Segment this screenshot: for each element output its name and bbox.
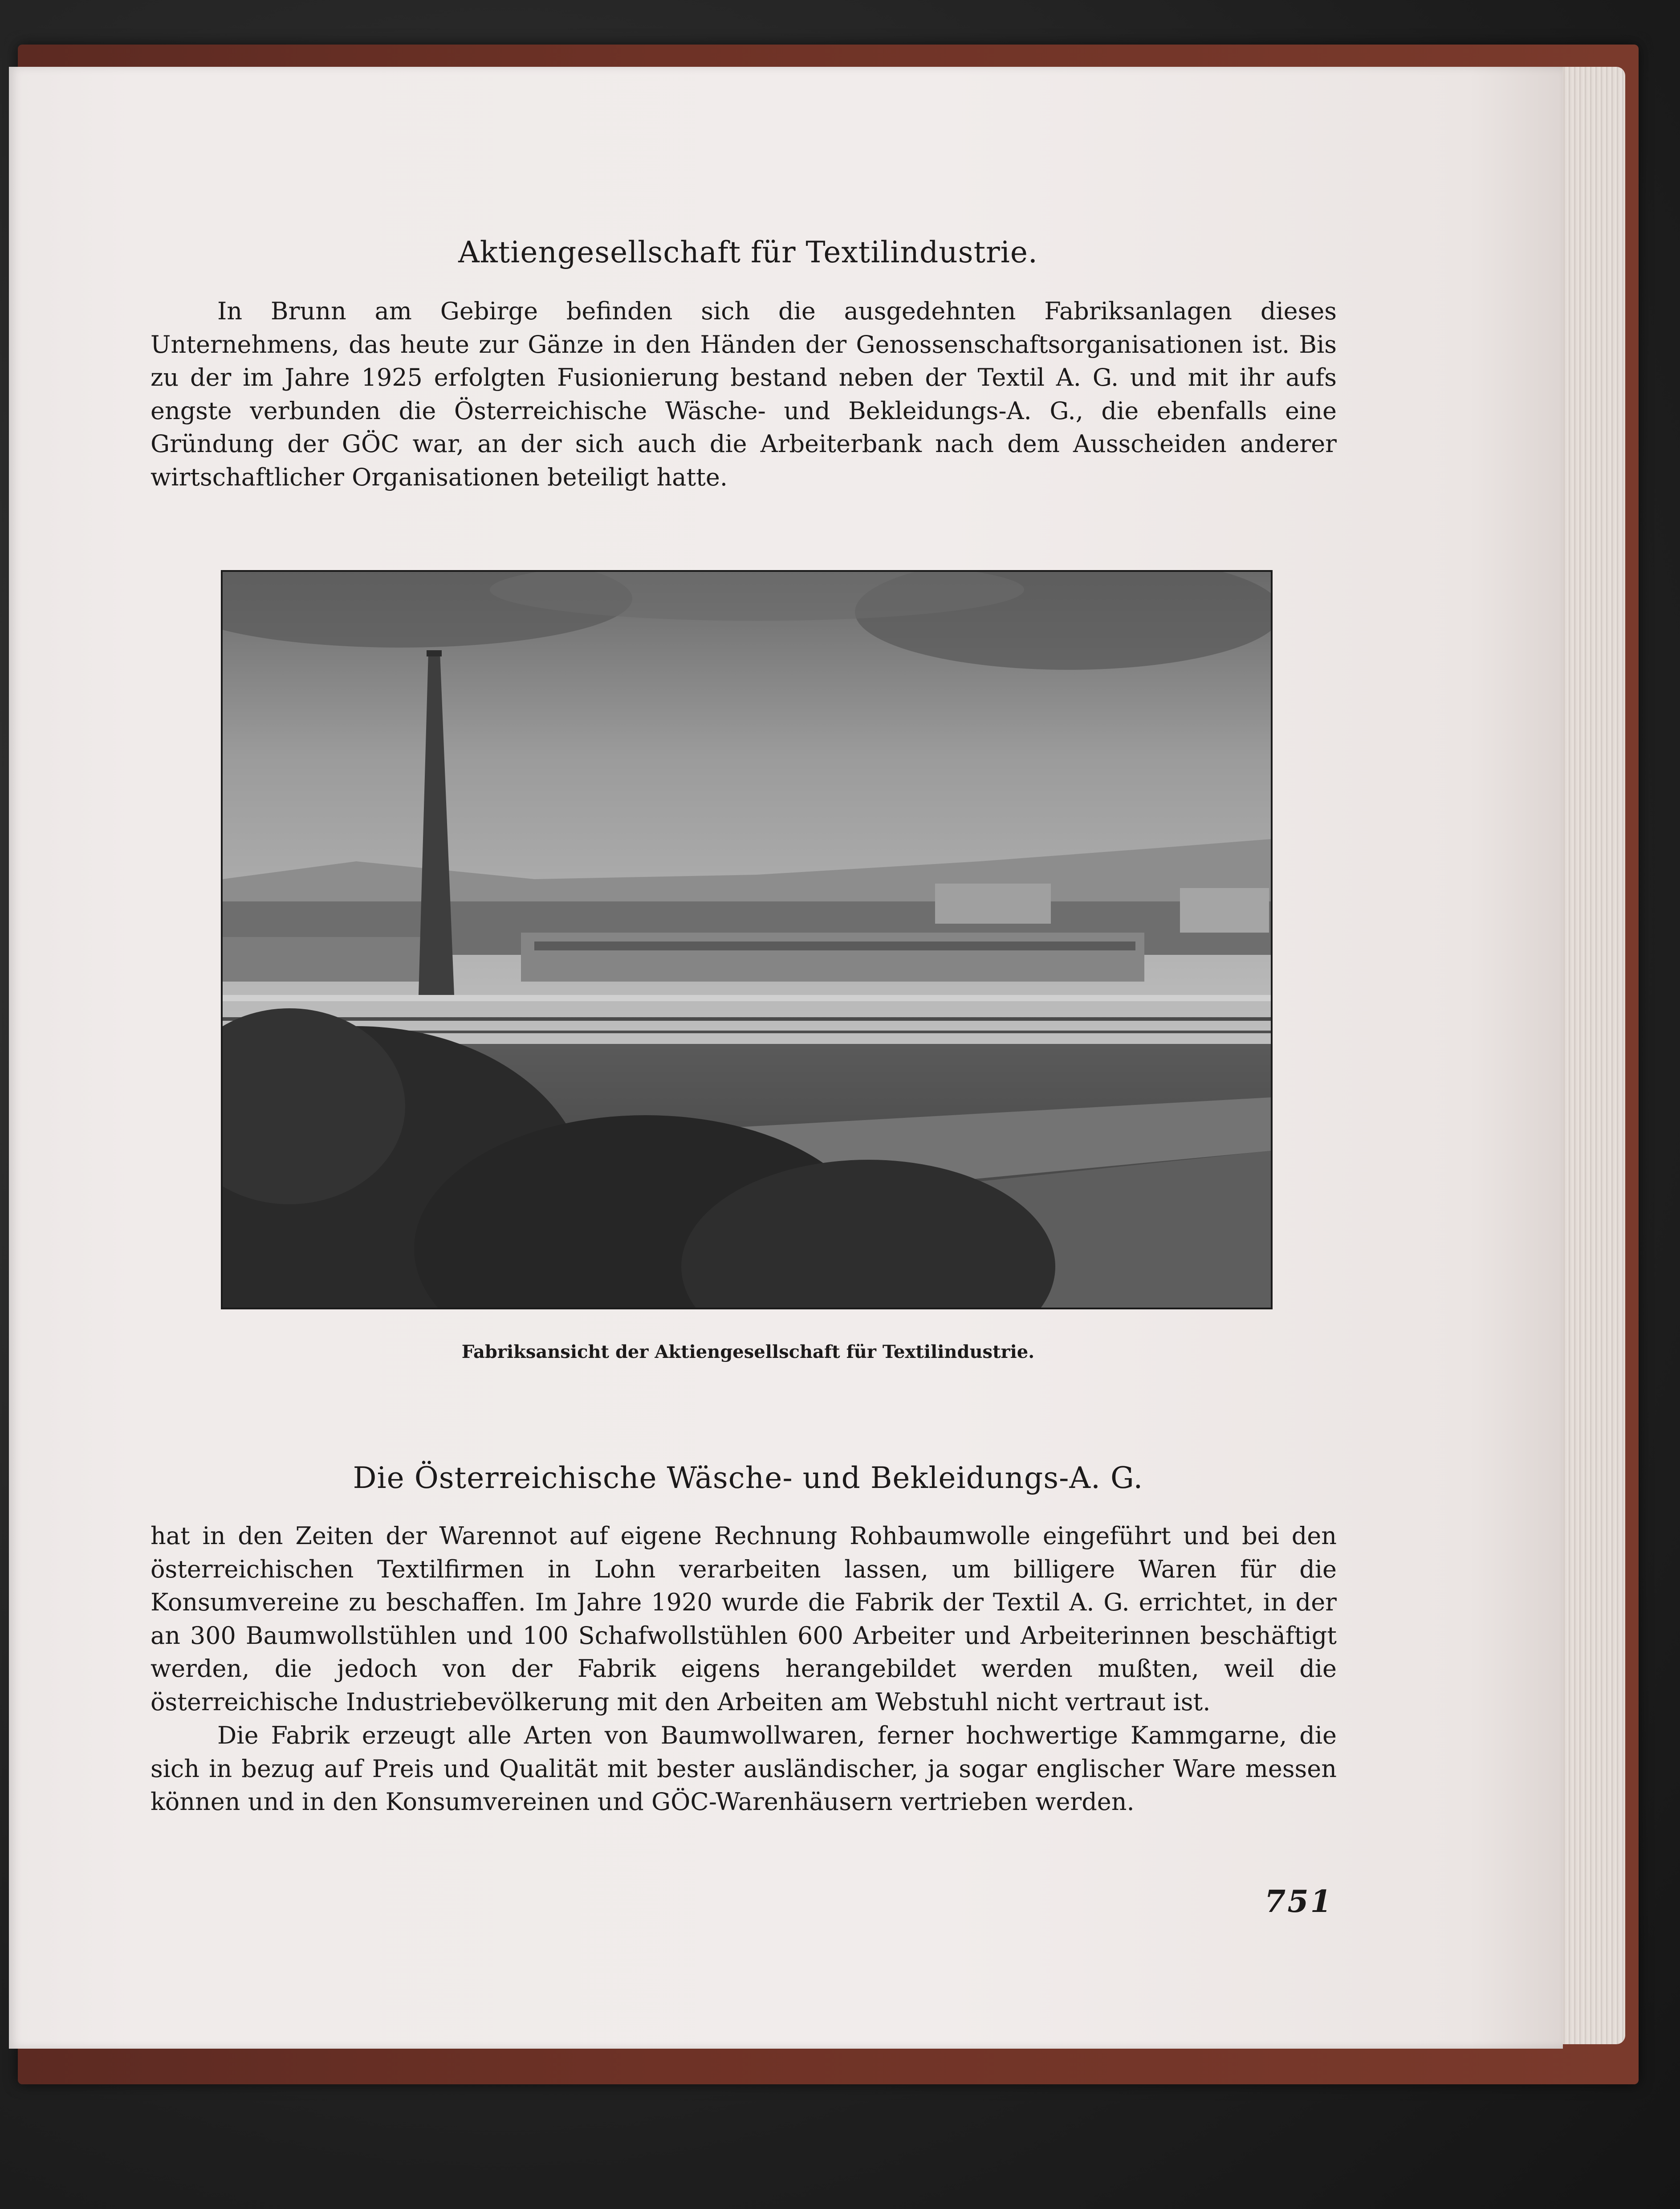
factory-photograph <box>221 570 1273 1309</box>
figure-caption: Fabriksansicht der Aktiengesellschaft für Textilindustrie. <box>461 1341 1035 1362</box>
body-paragraph-fabrik: Die Fabrik erzeugt alle Arten von Baumwollwaren, ferner hochwertige Kammgarne, die sich in bezug auf Preis und Qualität mit bester ausländischer, ja sogar englischer Ware messen können und in den Konsumvereinen und GÖC-Warenhäusern vertrieben werden. <box>151 1721 1337 1816</box>
section-heading-waesche-bekleidung: Die Österreichische Wäsche- und Bekleidungs-A. G. <box>353 1461 1143 1495</box>
intro-paragraph: In Brunn am Gebirge befinden sich die ausgedehnten Fabriksanlagen dieses Unternehmens, das heute zur Gänze in den Händen der Genossenschaftsorganisationen ist. Bis zu der im Jahre 1925 erfolgten Fusionierung bestand neben der Textil A. G. und mit ihr aufs engste verbunden die Österreichische Wäsche- und Bekleidungs-A. G., die ebenfalls eine Gründung der GÖC war, an der sich auch die Arbeiterbank nach dem Ausscheiden anderer wirtschaftlicher Organisationen beteiligt hatte. <box>151 297 1337 491</box>
page-number: 751 <box>1265 1884 1333 1920</box>
factory-photo-illustration <box>223 572 1271 1308</box>
book-page <box>9 67 1563 2049</box>
body-paragraph-warennot: hat in den Zeiten der Warennot auf eigene Rechnung Rohbaumwolle eingeführt und bei den österreichischen Textilfirmen in Lohn verarbeiten lassen, um billigere Waren für die Konsumvereine zu beschaffen. Im Jahre 1920 wurde die Fabrik der Textil A. G. errichtet, in der an 300 Baumwollstühlen und 100 Schafwollstühlen 600 Arbeiter und Arbeiterinnen beschäftigt werden, die jedoch von der Fabrik eigens herangebildet werden mußten, weil die österreichische Industriebevölkerung mit den Arbeiten am Webstuhl nicht vertraut ist. <box>151 1522 1337 1716</box>
section-heading-textilindustrie: Aktiengesellschaft für Textilindustrie. <box>458 235 1038 269</box>
